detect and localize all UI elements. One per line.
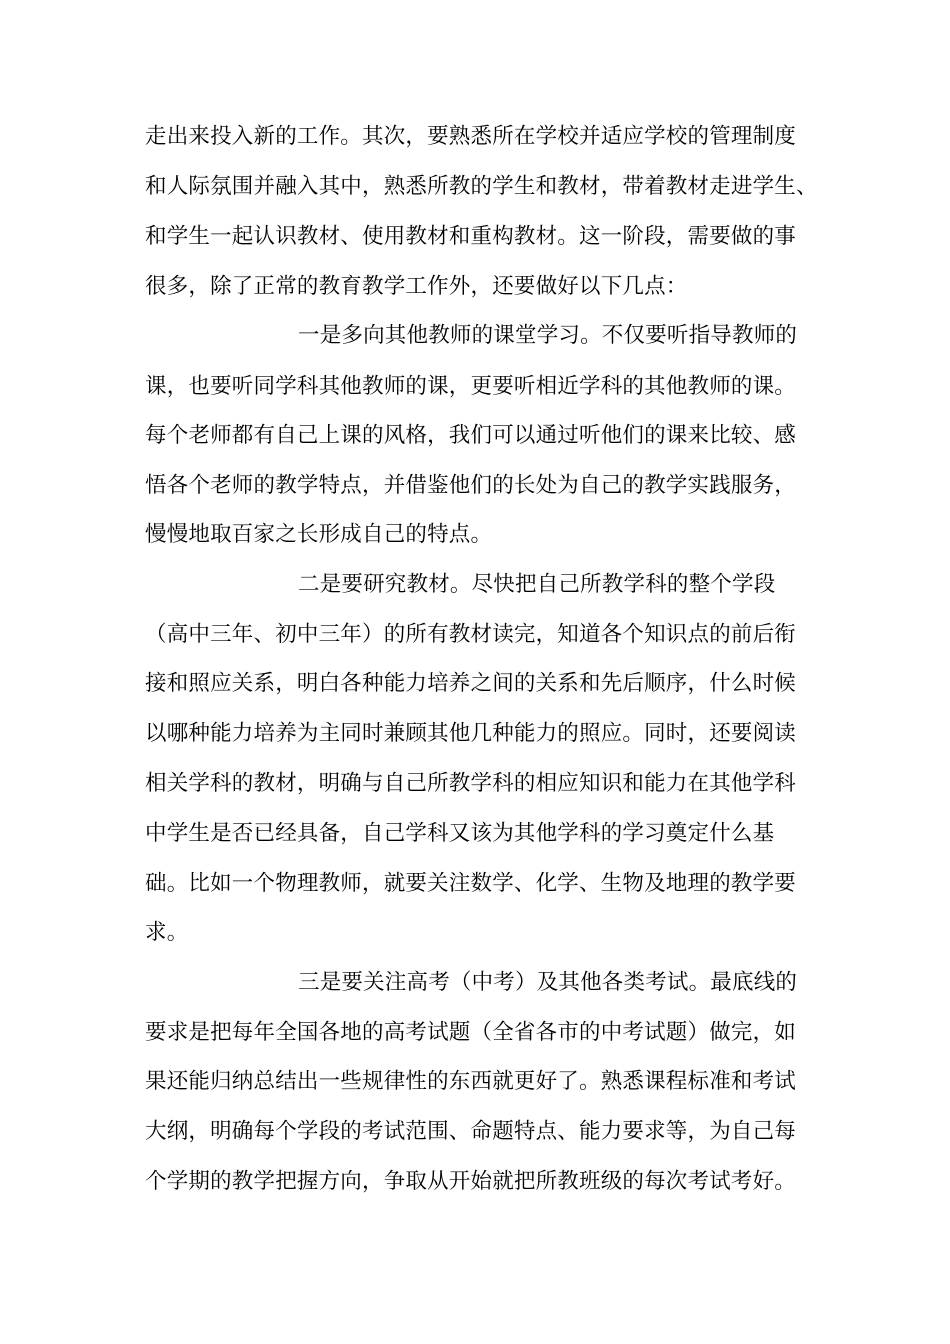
text-line: 求。: [145, 920, 189, 945]
text-line: 要求是把每年全国各地的高考试题（全省各市的中考试题）做完，如: [145, 1020, 797, 1045]
text-line: 每个老师都有自己上课的风格，我们可以通过听他们的课来比较、感: [145, 423, 797, 448]
text-line: （高中三年、初中三年）的所有教材读完，知道各个知识点的前后衔: [145, 622, 797, 647]
text-line: 中学生是否已经具备，自己学科又该为其他学科的学习奠定什么基: [145, 821, 775, 846]
text-line: 和人际氛围并融入其中，熟悉所教的学生和教材，带着教材走进学生、: [145, 174, 818, 199]
text-line: 悟各个老师的教学特点，并借鉴他们的长处为自己的教学实践服务，: [145, 473, 797, 498]
text-line: 走出来投入新的工作。其次，要熟悉所在学校并适应学校的管理制度: [145, 124, 797, 149]
text-line: 很多，除了正常的教育教学工作外，还要做好以下几点：: [145, 274, 688, 299]
text-line: 相关学科的教材，明确与自己所教学科的相应知识和能力在其他学科: [145, 771, 797, 796]
paragraph-2-first-line: 二是要研究教材。尽快把自己所教学科的整个学段: [298, 572, 776, 597]
text-line: 果还能归纳总结出一些规律性的东西就更好了。熟悉课程标准和考试: [145, 1069, 797, 1094]
text-line: 大纲，明确每个学段的考试范围、命题特点、能力要求等，为自己每: [145, 1119, 797, 1144]
paragraph-3-first-line: 三是要关注高考（中考）及其他各类考试。最底线的: [298, 970, 798, 995]
text-line: 接和照应关系，明白各种能力培养之间的关系和先后顺序，什么时候: [145, 671, 797, 696]
text-line: 课，也要听同学科其他教师的课，更要听相近学科的其他教师的课。: [145, 374, 797, 399]
text-line: 慢慢地取百家之长形成自己的特点。: [145, 522, 493, 547]
paragraph-1-first-line: 一是多向其他教师的课堂学习。不仅要听指导教师的: [298, 323, 798, 348]
text-line: 础。比如一个物理教师，就要关注数学、化学、生物及地理的教学要: [145, 871, 797, 896]
text-line: 和学生一起认识教材、使用教材和重构教材。这一阶段，需要做的事: [145, 224, 797, 249]
text-line: 以哪种能力培养为主同时兼顾其他几种能力的照应。同时，还要阅读: [145, 721, 797, 746]
text-line: 个学期的教学把握方向，争取从开始就把所教班级的每次考试考好。: [145, 1169, 797, 1194]
